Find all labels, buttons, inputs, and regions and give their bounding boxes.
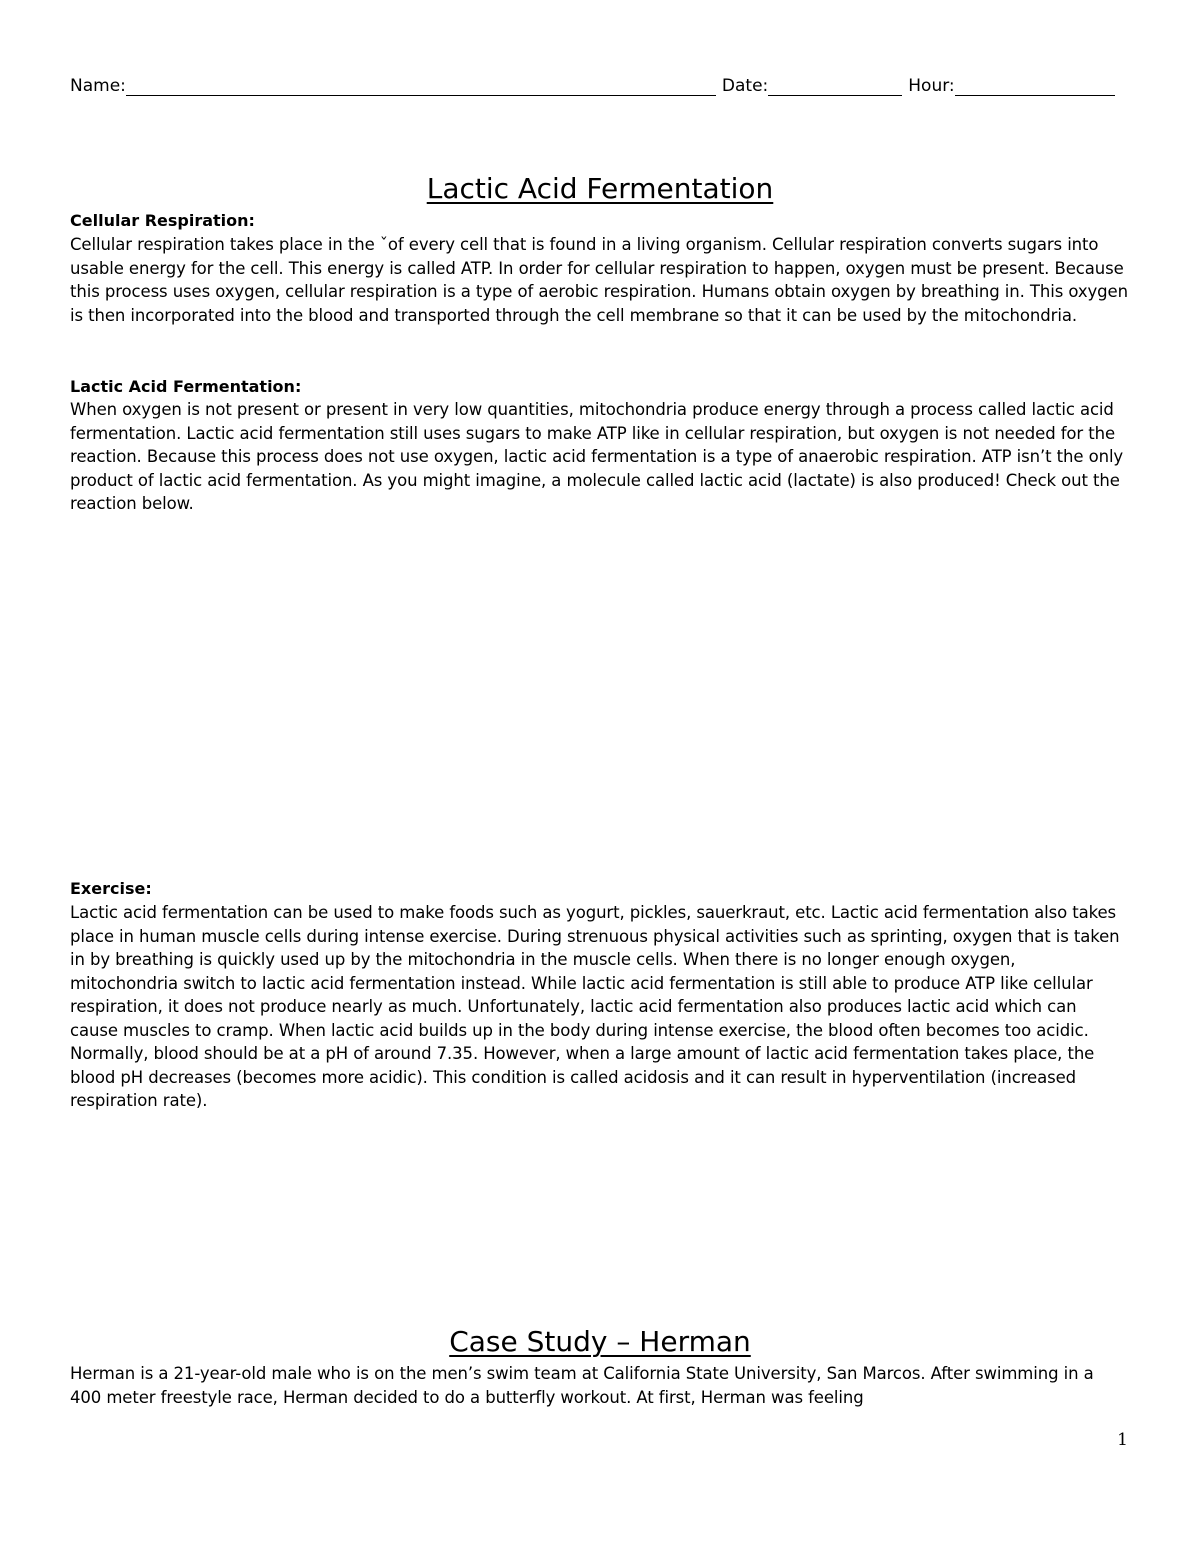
case-study-body: Herman is a 21-year-old male who is on the men’s swim team at California State University, San Marcos. After swimming in a 400 meter freestyle race, Herman decided to do a butterfly workout. At first, Herman was feeling: [70, 1364, 1094, 1407]
date-label: Date:: [721, 76, 769, 96]
date-blank: [768, 77, 902, 96]
page-number: 1: [1117, 1430, 1128, 1450]
header-fields: [70, 70, 1126, 96]
cellular-respiration-body: Cellular respiration takes place in the ˇof every cell that is found in a living organism. Cellular respiration converts sugars into usable energy for the cell. This energy is called ATP. In order for cellular respiration to happen, oxygen must be present. Because this process uses oxygen, cellular respiration is a type of aerobic respiration. Humans obtain oxygen by breathing in. This oxygen is then incorporated into the blood and transported through the cell membrane so that it can be used by the mitochondria.: [70, 235, 1128, 325]
name-blank: [126, 77, 716, 96]
name-label: Name:: [70, 76, 126, 96]
exercise-body: Lactic acid fermentation can be used to make foods such as yogurt, pickles, sauerkraut, etc. Lactic acid fermentation also takes place in human muscle cells during intense exercise. During strenuous physical activities such as sprinting, oxygen that is taken in by breathing is quickly used up by the mitochondria in the muscle cells. When there is no longer enough oxygen, mitochondria switch to lactic acid fermentation instead. While lactic acid fermentation is still able to produce ATP like cellular respiration, it does not produce nearly as much. Unfortunately, lactic acid fermentation also produces lactic acid which can cause muscles to cramp. When lactic acid builds up in the body during intense exercise, the blood often becomes too acidic. Normally, blood should be at a pH of around 7.35. However, when a large amount of lactic acid fermentation takes place, the blood pH decreases (becomes more acidic). This condition is called acidosis and it can result in hyperventilation (increased respiration rate).: [70, 903, 1120, 1110]
cellular-respiration-heading: Cellular Respiration:: [70, 211, 255, 230]
page-title: Lactic Acid Fermentation: [426, 172, 774, 205]
exercise-heading: Exercise:: [70, 879, 152, 898]
hour-blank: [955, 77, 1115, 96]
hour-label: Hour:: [908, 76, 955, 96]
lactic-acid-fermentation-body: When oxygen is not present or present in very low quantities, mitochondria produce energy through a process called lactic acid fermentation. Lactic acid fermentation still uses sugars to make ATP like in cellular respiration, but oxygen is not needed for the reaction. Because this process does not use oxygen, lactic acid fermentation is a type of anaerobic respiration. ATP isn’t the only product of lactic acid fermentation. As you might imagine, a molecule called lactic acid (lactate) is also produced! Check out the reaction below.: [70, 400, 1124, 513]
case-study-title: Case Study – Herman: [449, 1325, 751, 1358]
lactic-acid-fermentation-heading: Lactic Acid Fermentation:: [70, 377, 302, 396]
